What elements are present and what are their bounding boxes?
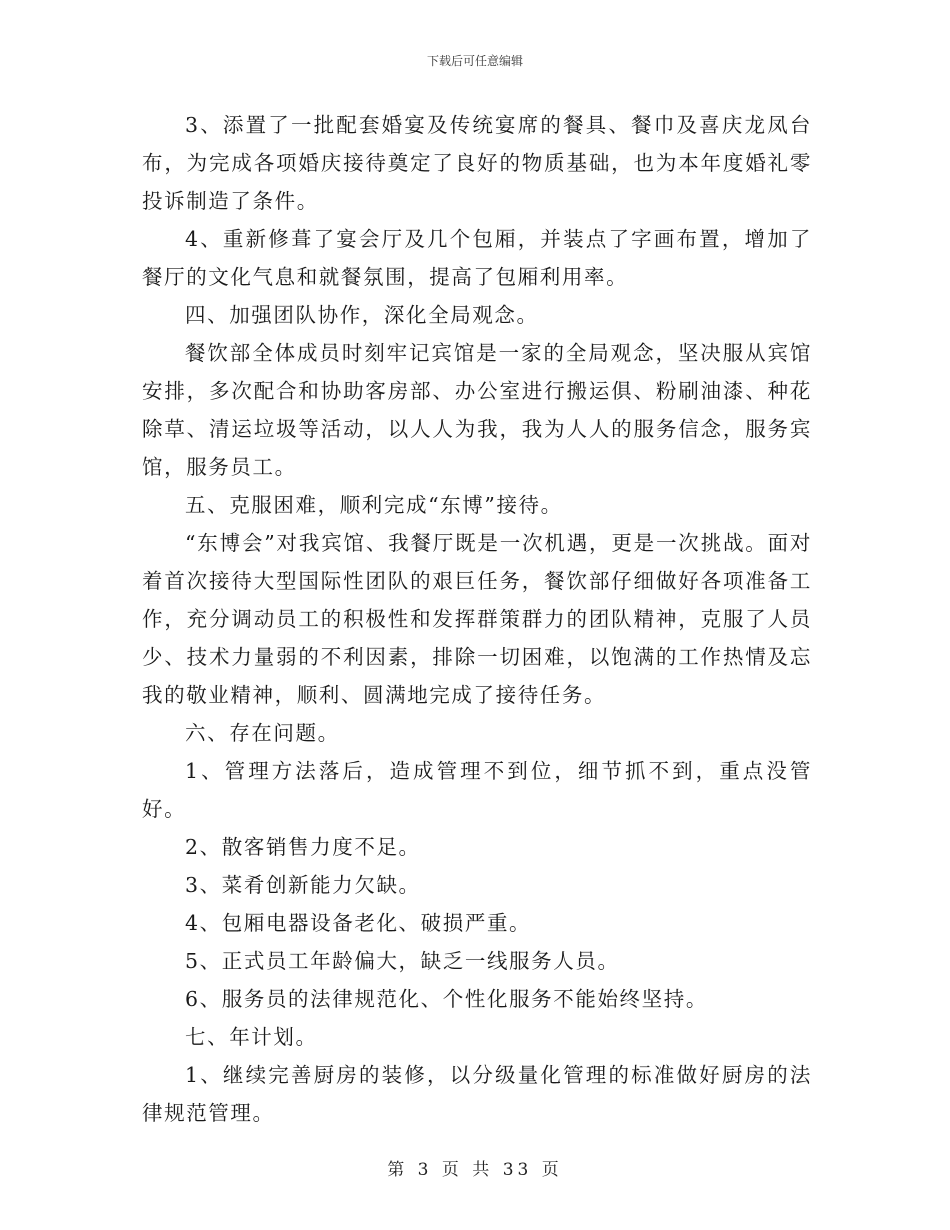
issue-item-2: 2、散客销售力度不足。 [185, 835, 421, 859]
section-heading-5: 五、克服困难，顺利完成“东博”接待。 [185, 493, 563, 517]
section-heading-4: 四、加强团队协作，深化全局观念。 [185, 303, 539, 327]
issue-item-6: 6、服务员的法律规范化、个性化服务不能始终坚持。 [185, 987, 708, 1011]
issue-item-1: 1、管理方法落后，造成管理不到位，细节抓不到，重点没管好。 [142, 759, 812, 821]
plan-item-1: 1、继续完善厨房的装修，以分级量化管理的标准做好厨房的法律规范管理。 [142, 1063, 812, 1125]
page-header: 下载后可任意编辑 [426, 54, 523, 68]
paragraph-1: 3、添置了一批配套婚宴及传统宴席的餐具、餐巾及喜庆龙凤台布，为完成各项婚庆接待奠定了良好的物质基础，也为本年度婚礼零投诉制造了条件。 [142, 113, 812, 213]
page-footer: 第 3 页 共 33 页 [387, 1160, 563, 1180]
issue-item-5: 5、正式员工年龄偏大，缺乏一线服务人员。 [185, 949, 620, 973]
section-heading-7: 七、年计划。 [185, 1025, 318, 1049]
issue-item-3: 3、菜肴创新能力欠缺。 [185, 873, 421, 897]
section-heading-6: 六、存在问题。 [185, 721, 340, 745]
paragraph-3: 餐饮部全体成员时刻牢记宾馆是一家的全局观念，坚决服从宾馆安排，多次配合和协助客房部、办公室进行搬运俱、粉刷油漆、种花除草、清运垃圾等活动，以人人为我，我为人人的服务信念，服务宾馆，服务员工。 [142, 341, 812, 479]
paragraph-2: 4、重新修葺了宴会厅及几个包厢，并装点了字画布置，增加了餐厅的文化气息和就餐氛围，提高了包厢利用率。 [142, 227, 812, 289]
paragraph-4: “东博会”对我宾馆、我餐厅既是一次机遇，更是一次挑战。面对着首次接待大型国际性团队的艰巨任务，餐饮部仔细做好各项准备工作，充分调动员工的积极性和发挥群策群力的团队精神，克服了人员少、技术力量弱的不利因素，排除一切困难，以饱满的工作热情及忘我的敬业精神，顺利、圆满地完成了接待任务。 [142, 531, 812, 707]
document-body [142, 106, 812, 1132]
issue-item-4: 4、包厢电器设备老化、破损严重。 [185, 911, 532, 935]
